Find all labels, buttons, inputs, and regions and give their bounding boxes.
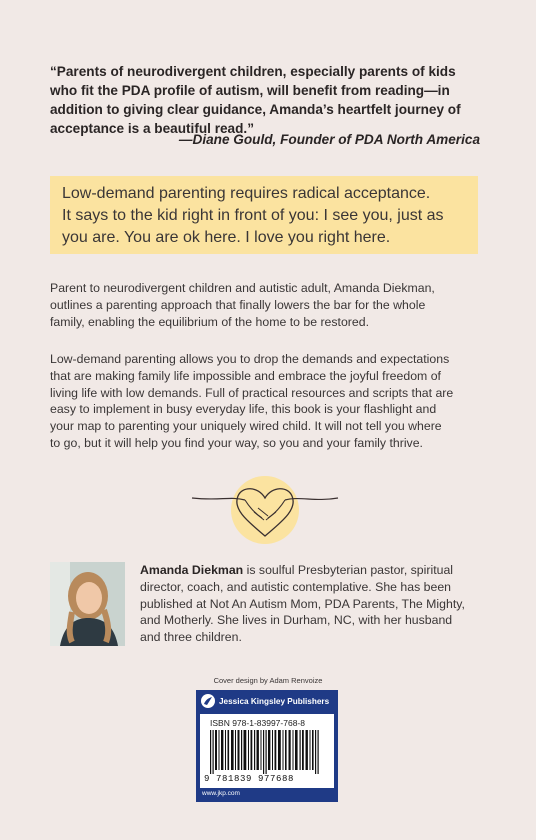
paragraph-line: easy to implement in busy everyday life, this book is your flashlight and xyxy=(50,402,437,417)
author-portrait-icon xyxy=(50,562,125,646)
quote-line: who fit the PDA profile of autism, will benefit from reading—in xyxy=(50,83,450,98)
publisher-logo-icon xyxy=(200,693,216,709)
endorsement-quote xyxy=(50,62,490,138)
paragraph-line: living life with low demands. Full of practical resources and scripts that are xyxy=(50,385,454,400)
quote-attribution: —Diane Gould, Founder of PDA North America xyxy=(178,132,480,147)
publisher-name: Jessica Kingsley Publishers xyxy=(219,696,330,706)
author-bio xyxy=(140,562,490,646)
paragraph-line: outlines a parenting approach that finally lowers the bar for the whole xyxy=(50,297,426,312)
bio-line xyxy=(140,562,490,579)
barcode-panel xyxy=(200,714,334,788)
paragraph-line: Low-demand parenting allows you to drop the demands and expectations xyxy=(50,352,450,366)
quote-line: acceptance is a beautiful read.” xyxy=(50,121,254,136)
description-paragraph-2 xyxy=(50,351,490,452)
barcode-number: 9 781839 977688 xyxy=(204,774,295,784)
bio-line: and Motherly. She lives in Durham, NC, with her husband xyxy=(140,613,453,628)
quote-line: “Parents of neurodivergent children, especially parents of kids xyxy=(50,64,456,79)
paragraph-line: to go, but it will help you find your way, so you and your family thrive. xyxy=(50,435,423,450)
publisher-url[interactable]: www.jkp.com xyxy=(202,790,240,797)
bio-line: director, coach, and autistic contemplative. She has been xyxy=(140,579,452,594)
paragraph-line: Parent to neurodivergent children and autistic adult, Amanda Diekman, xyxy=(50,281,435,295)
highlight-line: Low-demand parenting requires radical acceptance. xyxy=(62,185,431,202)
description-paragraph-1 xyxy=(50,280,490,330)
heart-hands-illustration xyxy=(190,468,340,558)
bio-line-rest: is soulful Presbyterian pastor, spiritual xyxy=(243,563,454,577)
publisher-header xyxy=(196,690,338,712)
quote-line: addition to giving clear guidance, Amanda’s heartfelt journey of xyxy=(50,102,461,117)
highlight-text xyxy=(62,183,474,249)
paragraph-line: family, enabling the equilibrium of the home to be restored. xyxy=(50,314,369,329)
heart-hands-icon xyxy=(190,468,340,558)
highlight-line: you are. You are ok here. I love you right here. xyxy=(62,229,391,246)
author-photo xyxy=(50,562,125,646)
isbn-text: ISBN 978-1-83997-768-8 xyxy=(210,718,305,728)
paragraph-line: your map to parenting your uniquely wired child. It will not tell you where xyxy=(50,419,442,434)
author-name: Amanda Diekman xyxy=(140,563,244,577)
cover-design-credit: Cover design by Adam Renvoize xyxy=(213,676,323,685)
publisher-barcode-box xyxy=(196,690,338,802)
bio-line: and three children. xyxy=(140,630,242,645)
bio-line: published at Not An Autism Mom, PDA Parents, The Mighty, xyxy=(140,596,465,611)
highlight-line: It says to the kid right in front of you: I see you, just as xyxy=(62,207,444,224)
paragraph-line: that are making family life impossible and embrace the joyful freedom of xyxy=(50,368,441,383)
